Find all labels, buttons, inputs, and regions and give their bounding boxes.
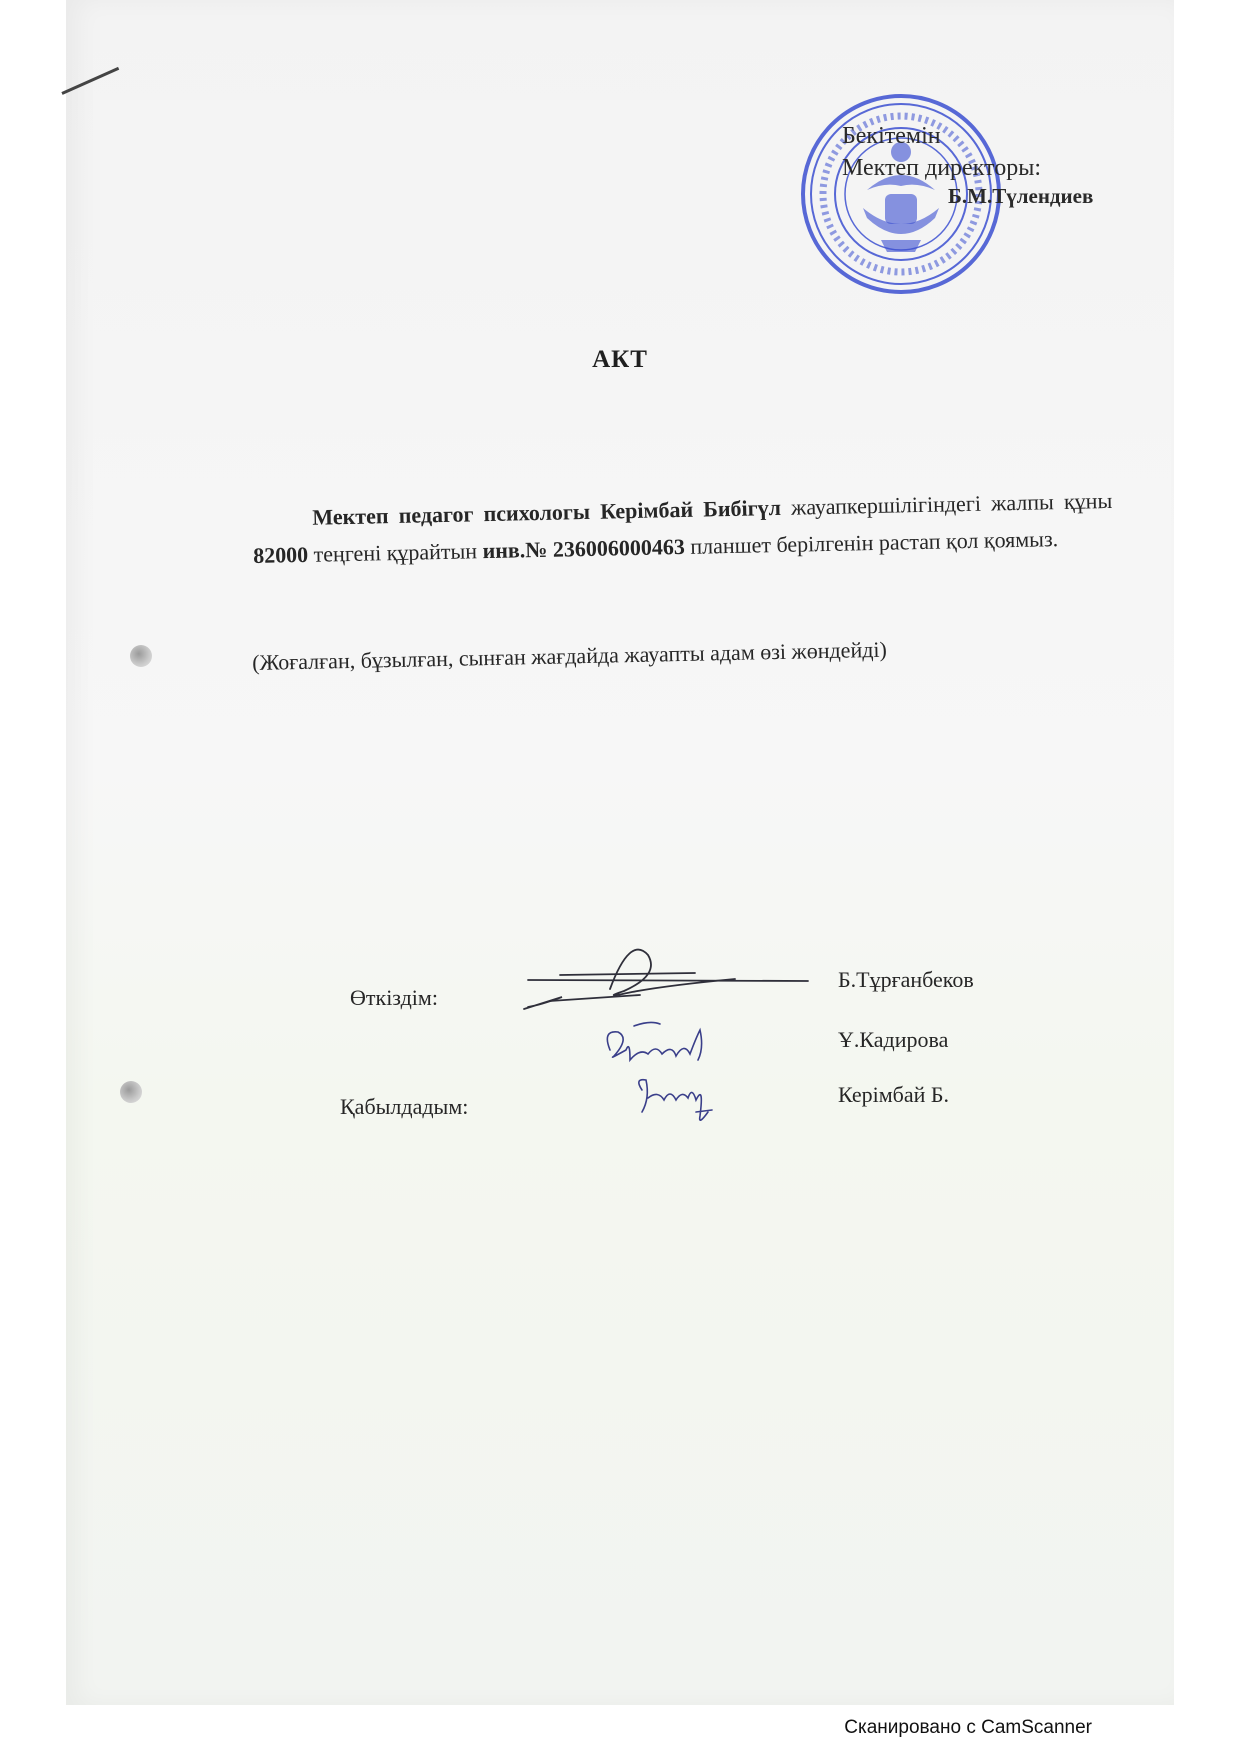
- document-page: [66, 0, 1174, 1705]
- punch-hole: [120, 1081, 142, 1103]
- approval-line-2: Мектеп директоры:: [842, 155, 1042, 181]
- body-bold-2: 82000: [252, 541, 309, 568]
- signatory-name-1: Б.Тұрғанбеков: [838, 967, 974, 992]
- approval-block: [842, 120, 1093, 212]
- body-bold-3: инв.№ 236006000463: [482, 533, 686, 564]
- punch-hole: [130, 645, 152, 667]
- body-bold-1: Мектеп педагог психологы Керімбай Бибігүл: [312, 494, 782, 530]
- body-text-1: жауапкершілігіндегі жалпы құны: [780, 487, 1113, 520]
- responsibility-note: (Жоғалған, бұзылған, сынған жағдайда жауапты адам өзі жөндейді): [252, 636, 888, 675]
- director-name: Б.М.Түлендиев: [948, 184, 1094, 208]
- handed-over-label: Өткіздім:: [350, 985, 438, 1010]
- body-text-3: планшет берілгенін растап қол қоямыз.: [684, 526, 1059, 559]
- signatory-name-3: Керімбай Б.: [838, 1082, 949, 1107]
- body-text-2: теңгені құрайтын: [307, 538, 483, 567]
- received-label: Қабылдадым:: [340, 1094, 469, 1119]
- scanner-watermark: Сканировано с CamScanner: [844, 1717, 1092, 1738]
- signatory-name-2: Ұ.Кадирова: [838, 1027, 949, 1052]
- document-title: АКТ: [592, 346, 648, 373]
- signature-received: [600, 1020, 750, 1130]
- signature-handed: [520, 945, 810, 1015]
- approval-line-1: Бекітемін: [842, 123, 941, 149]
- page-margin: [0, 0, 66, 1705]
